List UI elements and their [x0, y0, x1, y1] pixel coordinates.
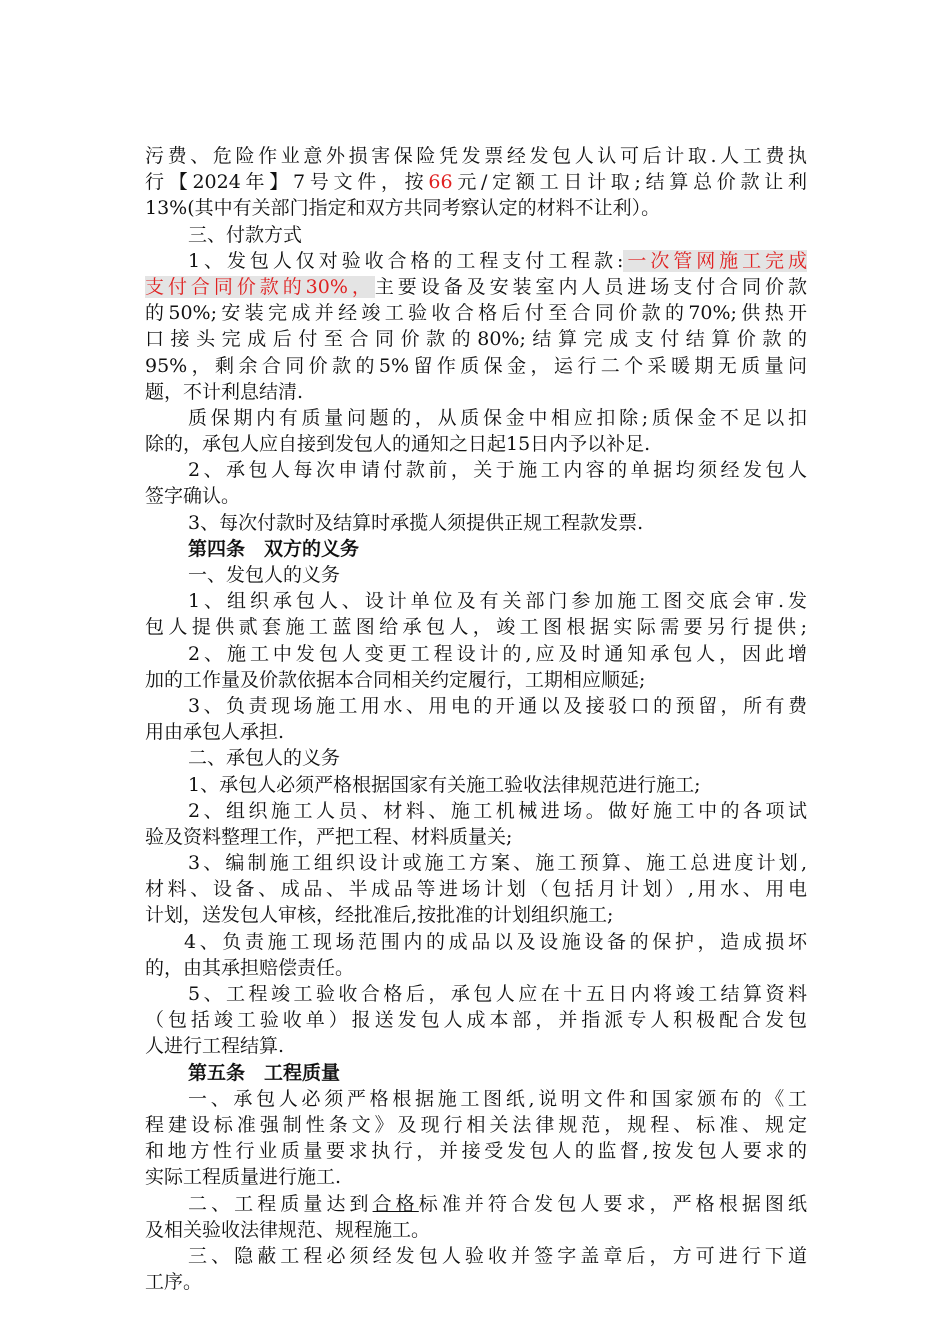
text-line: 工序。 [145, 1271, 203, 1294]
text-line: 及相关验收法律规范、规程施工。 [145, 1218, 431, 1241]
text-line: 2、承包人每次申请付款前，关于施工内容的单据均须经发包人 [188, 459, 807, 482]
text-line: 的50%;安装完成并经竣工验收合格后付至合同价款的70%;供热开 [145, 302, 807, 325]
text-line: 3、每次付款时及结算时承揽人须提供正规工程款发票. [188, 511, 644, 534]
text-line: 的，由其承担赔偿责任。 [145, 956, 355, 979]
text-line: 3、负责现场施工用水、用电的开通以及接驳口的预留，所有费 [188, 694, 807, 717]
underlined-term: 合格 [372, 1192, 419, 1215]
text-line: 人进行工程结算. [145, 1035, 285, 1058]
text-line: 1、承包人必须严格根据国家有关施工验收法律规范进行施工; [188, 773, 701, 796]
section-heading-employer-duties: 一、发包人的义务 [188, 564, 341, 586]
text-line: 三、隐蔽工程必须经发包人验收并签字盖章后，方可进行下道 [188, 1244, 807, 1267]
section-heading-payment: 三、付款方式 [188, 223, 303, 246]
section-heading-contractor-duties: 二、承包人的义务 [188, 747, 341, 770]
text-line: 2、施工中发包人变更工程设计的,应及时通知承包人，因此增 [188, 642, 807, 665]
text-line: 污费、危险作业意外损害保险凭发票经发包人认可后计取.人工费执 [145, 145, 807, 167]
text-line: 2、组织施工人员、材料、施工机械进场。做好施工中的各项试 [188, 799, 807, 822]
text-line: 5、工程竣工验收合格后，承包人应在十五日内将竣工结算资料 [188, 983, 807, 1005]
text-line: 1、组织承包人、设计单位及有关部门参加施工图交底会审.发 [188, 590, 807, 613]
text-line: 4、负责施工现场范围内的成品以及设施设备的保护，造成损坏 [184, 930, 807, 953]
text-line: 验及资料整理工作，严把工程、材料质量关; [145, 825, 513, 848]
text-line: 包人提供贰套施工蓝图给承包人，竣工图根据实际需要另行提供; [145, 616, 807, 639]
text-line: 3、编制施工组织设计或施工方案、施工预算、施工总进度计划, [188, 852, 807, 875]
text-line: 和地方性行业质量要求执行，并接受发包人的监督,按发包人要求的 [145, 1140, 807, 1163]
text-line: 行【2024年】7号文件，按66元/定额工日计取;结算总价款让利 [145, 171, 807, 194]
highlighted-clause: 支付合同价款的30%， [145, 275, 375, 298]
document-body [145, 143, 807, 1295]
text-line: 支付合同价款的30%，主要设备及安装室内人员进场支付合同价款 [145, 275, 807, 298]
text-line: （包括竣工验收单）报送发包人成本部，并指派专人积极配合发包 [145, 1009, 807, 1032]
text-line: 除的，承包人应自接到发包人的通知之日起15日内予以补足. [145, 433, 651, 456]
wage-rate-value: 66 [428, 171, 453, 194]
text-line: 1、发包人仅对验收合格的工程支付工程款:一次管网施工完成 [188, 249, 807, 272]
text-line: 计划，送发包人审核，经批准后,按批准的计划组织施工; [145, 904, 614, 927]
text-line: 质保期内有质量问题的，从质保金中相应扣除;质保金不足以扣 [188, 406, 807, 429]
text-line: 95%，剩余合同价款的5%留作质保金，运行二个采暖期无质量问 [145, 354, 807, 377]
article-heading-5: 第五条 工程质量 [188, 1061, 341, 1084]
text-line: 签字确认。 [145, 485, 241, 508]
text-line: 口接头完成后付至合同价款的80%;结算完成支付结算价款的 [145, 328, 807, 351]
text-line: 材料、设备、成品、半成品等进场计划（包括月计划）,用水、用电 [145, 878, 807, 901]
text-line: 13%(其中有关部门指定和双方共同考察认定的材料不让利）。 [145, 197, 661, 220]
highlighted-clause: 一次管网施工完成 [623, 249, 807, 272]
text-line: 实际工程质量进行施工. [145, 1166, 342, 1189]
text-line: 题，不计利息结清. [145, 380, 304, 403]
text-line: 一、承包人必须严格根据施工图纸,说明文件和国家颁布的《工 [188, 1087, 807, 1110]
text-line: 程建设标准强制性条文》及现行相关法律规范，规程、标准、规定 [145, 1113, 807, 1136]
text-line: 用由承包人承担. [145, 721, 285, 744]
text-line: 加的工作量及价款依据本合同相关约定履行，工期相应顺延; [145, 668, 646, 691]
article-heading-4: 第四条 双方的义务 [188, 537, 360, 560]
text-line: 二、工程质量达到合格标准并符合发包人要求，严格根据图纸 [188, 1192, 807, 1215]
